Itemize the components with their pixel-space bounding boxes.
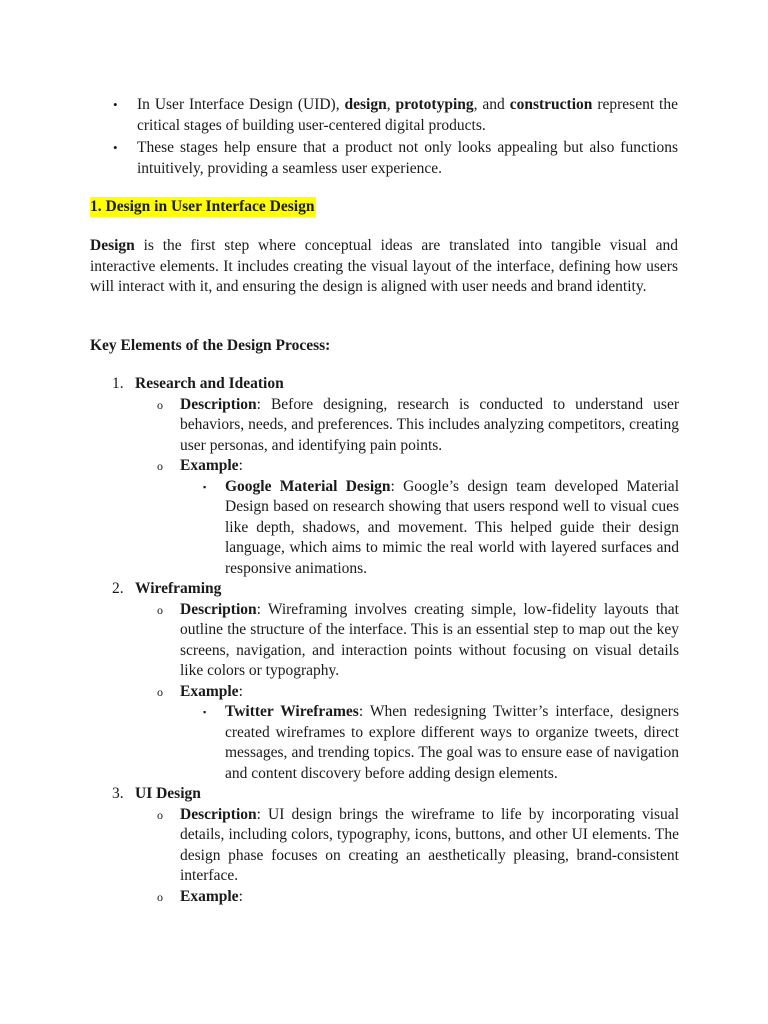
intro-bullet-list [110, 95, 678, 181]
example-colon: : [238, 682, 243, 700]
hollow-bullet-icon: o [157, 684, 163, 699]
design-steps-list [90, 374, 679, 907]
step-description [135, 395, 679, 457]
intro-bullet-item [110, 95, 678, 136]
description-label: Description [180, 805, 257, 823]
example-colon: : [238, 887, 243, 905]
step-example [135, 682, 679, 785]
example-colon: : [238, 457, 243, 474]
key-elements-heading: Key Elements of the Design Process: [90, 337, 331, 354]
section-heading [90, 197, 316, 218]
step-example [135, 456, 679, 579]
description-label: Description [180, 600, 257, 618]
section-heading-text: 1. Design in User Interface Design [90, 198, 315, 215]
step-number: 2. [112, 580, 124, 597]
intro-body: is the first step where conceptual ideas are translated into tangible visual and interactive elements. It includes creating the visual layout of the interface, defining how users will interact with it, and ensuring the design is aligned with user needs and brand identity. [90, 237, 678, 295]
bullet-bold-construction: construction [509, 96, 593, 113]
example-item-text: : Google’s design team developed Material Design based on research showing that users respond well to visual cues like depth, shadows, and movement. This helped guide their design language, which aims to mimic the real world with layered surfaces and responsive animations. [225, 477, 679, 577]
step-number: 3. [112, 785, 124, 802]
example-item [180, 702, 679, 784]
bullet-text: These stages help ensure that a product not only looks appealing but also functions intuitively, providing a seamless user experience. [137, 139, 678, 177]
bullet-text: , and [473, 96, 510, 113]
description-text: : Before designing, research is conducted to understand user behaviors, needs, and preferences. This includes analyzing competitors, creating user personas, and identifying pain points. [180, 395, 679, 454]
step-description [135, 805, 679, 887]
square-bullet-icon: ▪ [203, 707, 207, 717]
intro-lead-term: Design [90, 237, 135, 254]
step-description [135, 600, 679, 682]
bullet-bold-prototyping: prototyping [395, 96, 474, 113]
step-title: Wireframing [135, 580, 222, 597]
description-label: Description [180, 395, 257, 413]
step-ui-design [90, 784, 679, 907]
example-item-label: Twitter Wireframes [225, 703, 359, 720]
hollow-bullet-icon: o [157, 602, 163, 617]
example-label: Example [180, 887, 239, 905]
bullet-bold-design: design [344, 96, 387, 113]
square-bullet-icon: ▪ [203, 481, 207, 492]
intro-bullet-item [110, 138, 678, 179]
step-wireframing [90, 579, 679, 784]
step-research [90, 374, 679, 579]
example-item [180, 477, 679, 580]
bullet-text: , [386, 96, 396, 113]
description-text: : Wireframing involves creating simple, low-fidelity layouts that outline the structure of the interface. This is an essential step to map out the key screens, navigation, and interaction points without focusing on visual details like colors or typography. [180, 600, 679, 679]
step-title: UI Design [135, 785, 201, 802]
description-text: : UI design brings the wireframe to life by incorporating visual details, including colors, typography, icons, buttons, and other UI elements. The design phase focuses on creating an aesthetically pleasing, brand-consistent interface. [180, 805, 679, 884]
hollow-bullet-icon: o [157, 397, 163, 412]
example-label: Example [180, 457, 239, 474]
step-example [135, 887, 679, 908]
step-number: 1. [112, 375, 124, 392]
hollow-bullet-icon: o [157, 459, 163, 473]
hollow-bullet-icon: o [157, 807, 163, 822]
bullet-text: represent the critical stages of building user-centered digital products. [137, 96, 678, 134]
hollow-bullet-icon: o [157, 889, 163, 904]
bullet-text: In User Interface Design (UID), [137, 96, 345, 113]
step-title: Research and Ideation [135, 375, 284, 392]
example-item-label: Google Material Design [225, 477, 391, 495]
bullet-icon: • [113, 140, 118, 155]
example-label: Example [180, 682, 239, 700]
example-item-text: : When redesigning Twitter’s interface, designers created wireframes to explore different ways to organize tweets, direct messages, and trending topics. The goal was to ensure ease of navigation and content discovery before adding design elements. [225, 703, 679, 782]
intro-paragraph [90, 236, 678, 298]
bullet-icon: • [113, 97, 118, 112]
